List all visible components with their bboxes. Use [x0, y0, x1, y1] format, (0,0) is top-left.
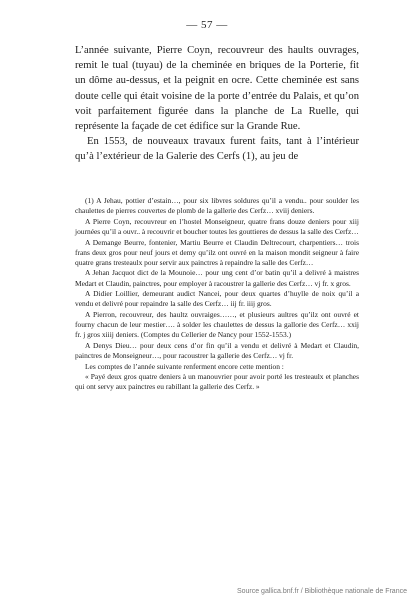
body-paragraph: En 1553, de nouveaux travaux furent faits, tant à l’intérieur qu’à l’extérieur de la Galerie des Cerfs (1), au jeu de — [75, 136, 359, 163]
footnote: A Pierre Coyn, recouvreur en l’hostel Monseigneur, quatre frans douze deniers pour xiij journées qu’il a ouvr.. à recouvrir et boucher toutes les gouttieres de dessus la salle des Cerfz… — [75, 216, 359, 236]
footnote: A Denys Dieu… pour deux cens d’or fin qu’il a vendu et delivré à Medart et Claudin, painctres de Monseigneur…, pour racoustrer la gallerie des Cerfz… vj fr. — [75, 340, 359, 360]
footnote: A Pierron, recouvreur, des haultz ouvraiges……, et plusieurs aultres qu’ilz ont ouvré et fourny chacun de leur mestier…. à solder les chaulettes de dessus la gallorie des Cerfz… xxij fr. j gros xiiij deniers. (Comptes du Cellerier de Nancy pour 1552-1553.) — [75, 310, 359, 340]
source-credit: Source gallica.bnf.fr / Bibliothèque nationale de France — [236, 588, 407, 595]
page-number: — 57 — — [186, 19, 228, 31]
footnote: (1) A Jehau, pottier d’estain…, pour six libvres soldures qu’il a vendu.. pour soulder les chaulettes de pierres couvertes de plomb de la gallerie des Cerfz… xviij deniers. — [75, 196, 359, 216]
footnote: Les comptes de l’année suivante renferment encore cette mention : — [85, 361, 284, 371]
footnote: A Didier Loillier, demeurant audict Nancei, pour deux quartes d’huylle de noix qu’il a vendu et delivré pour repaindre la salle des Cerfz… iij fr. iiij gros. — [75, 289, 359, 309]
footnote: A Demange Beurre, fontenier, Martiu Beurre et Claudin Deltrecourt, charpentiers… trois frans deux gros pour neuf jours et demy qu’ilz ont ouvré en la maison mondit seigneur à faire quatre grans tresteaulx pour servir aux painctres à repaindre la salle des Cerfz… — [75, 237, 359, 267]
footnote: « Payé deux gros quatre deniers à un manouvrier pour avoir porté les tresteaulx et planches qui ont servy aux painctres eu rabillant la gallerie des Cerfz. » — [75, 372, 359, 392]
body-text — [75, 43, 359, 165]
footnotes — [75, 196, 359, 393]
body-paragraph: L’année suivante, Pierre Coyn, recouvreur des haults ouvrages, remit le tual (tuyau) de la cheminée en briques de la Porterie, fit un dôme au-dessus, et la peignit en ocre. Cette cheminée est sans doute celle qui était voisine de la porte d’entrée du Palais, et qu’on voit parfaitement figurée dans la planche de La Ruelle, qui représente la façade de cet édifice sur la Grande Rue. — [75, 45, 359, 133]
footnote: A Jehan Jacquot dict de la Mounoie… pour ung cent d’or batin qu’il a delivré à maistres Medart et Claudin, painctres, pour employer à racoustrer la gallerie des Cerfz… vj fr. x gros. — [75, 268, 359, 288]
